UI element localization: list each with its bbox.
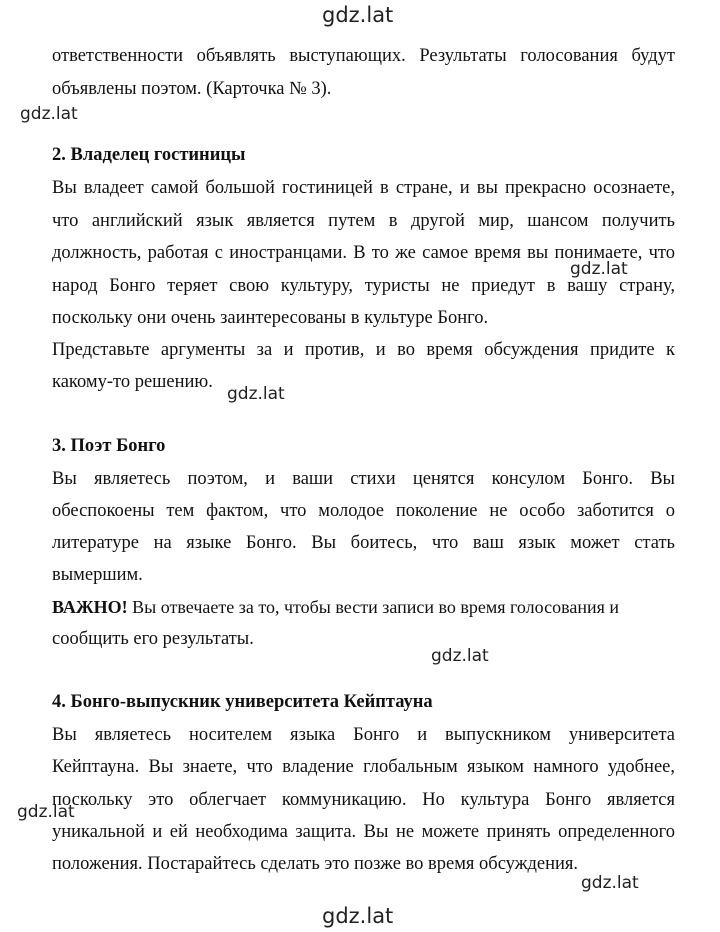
watermark: gdz.lat: [20, 104, 78, 124]
important-label: ВАЖНО!: [52, 597, 128, 617]
paragraph-line: вымершим.: [52, 565, 143, 585]
watermark: gdz.lat: [322, 904, 394, 928]
paragraph-line: положения. Постарайтесь сделать это позже во время обсуждения.: [52, 854, 579, 874]
watermark: gdz.lat: [570, 259, 628, 279]
watermark: gdz.lat: [431, 646, 489, 666]
paragraph-line: литературе на языке Бонго. Вы боитесь, что ваш язык может стать: [52, 533, 675, 553]
paragraph-line: Кейптауна. Вы знаете, что владение глобальным языком намного удобнее,: [52, 757, 675, 777]
section-heading: 3. Поэт Бонго: [52, 436, 166, 456]
important-text: Вы отвечаете за то, чтобы вести записи во время голосования и: [127, 597, 620, 617]
paragraph-line: народ Бонго теряет свою культуру, туристы не приедут в вашу страну,: [52, 276, 675, 296]
paragraph-line: объявлены поэтом. (Карточка № 3).: [52, 79, 332, 99]
paragraph-line: поскольку они очень заинтересованы в культуре Бонго.: [52, 308, 489, 328]
watermark: gdz.lat: [581, 873, 639, 893]
paragraph-line: поскольку это облегчает коммуникацию. Но культура Бонго является: [52, 790, 675, 810]
paragraph-line: Вы являетесь поэтом, и ваши стихи ценятся консулом Бонго. Вы: [52, 469, 675, 489]
paragraph-line: Вы являетесь носителем языка Бонго и выпускником университета: [52, 725, 675, 745]
paragraph-line: сообщить его результаты.: [52, 629, 254, 649]
section-heading: 2. Владелец гостиницы: [52, 145, 246, 165]
paragraph-line: обеспокоены тем фактом, что молодое поколение не особо заботится о: [52, 501, 675, 521]
paragraph-line: Представьте аргументы за и против, и во время обсуждения придите к: [52, 340, 675, 360]
paragraph-line: должность, работая с иностранцами. В то же самое время вы понимаете, что: [52, 243, 675, 263]
watermark: gdz.lat: [322, 3, 394, 27]
paragraph-line: Вы владеет самой большой гостиницей в стране, и вы прекрасно осознаете,: [52, 178, 675, 198]
paragraph-line: какому-то решению.: [52, 372, 213, 392]
watermark: gdz.lat: [227, 384, 285, 404]
paragraph-line: что английский язык является путем в другой мир, шансом получить: [52, 211, 675, 231]
watermark: gdz.lat: [17, 802, 75, 822]
important-line: [52, 594, 675, 620]
paragraph-line: уникальной и ей необходима защита. Вы не можете принять определенного: [52, 822, 675, 842]
paragraph-line: ответственности объявлять выступающих. Результаты голосования будут: [52, 46, 675, 66]
section-heading: 4. Бонго-выпускник университета Кейптауна: [52, 692, 433, 712]
